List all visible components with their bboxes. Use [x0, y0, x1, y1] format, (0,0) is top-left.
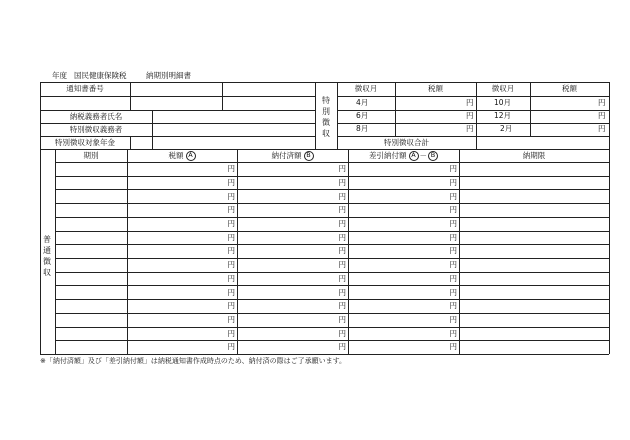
yen-right-2: 円 — [598, 124, 606, 133]
header-divider — [55, 149, 609, 150]
diff-yen-cell: 円 — [449, 191, 457, 201]
notice-number-label: 通知書番号 — [66, 84, 104, 94]
tax-yen-cell: 円 — [227, 342, 235, 352]
diff-yen-cell: 円 — [449, 301, 457, 311]
col-diff-label: 差引納付額 — [369, 150, 407, 160]
yen-left-0: 円 — [466, 98, 474, 107]
paid-yen-cell: 円 — [338, 314, 346, 324]
tax-yen-cell: 円 — [227, 260, 235, 270]
tax-yen-cell: 円 — [227, 314, 235, 324]
tax-yen-cell: 円 — [227, 328, 235, 338]
diff-yen-cell: 円 — [449, 205, 457, 215]
tax-yen-cell: 円 — [227, 246, 235, 256]
mark-a-icon: A — [186, 151, 196, 161]
paid-yen-cell: 円 — [338, 273, 346, 283]
title-tax-name: 国民健康保険税 — [74, 71, 127, 80]
col-period: 期別 — [83, 150, 99, 160]
yen-left-2: 円 — [466, 124, 474, 133]
diff-yen-cell: 円 — [449, 218, 457, 228]
tax-yen-cell: 円 — [227, 232, 235, 242]
col-tax-label: 税額 — [168, 150, 184, 160]
col-tax — [127, 149, 237, 162]
mark-b-icon: B — [304, 151, 314, 161]
diff-yen-cell: 円 — [449, 273, 457, 283]
month-left-2: 8月 — [356, 124, 369, 133]
diff-yen-cell: 円 — [449, 164, 457, 174]
diff-yen-cell: 円 — [449, 342, 457, 352]
title-detail: 納期別明細書 — [146, 71, 191, 80]
paid-yen-cell: 円 — [338, 191, 346, 201]
month-left-0: 4月 — [356, 98, 369, 107]
paid-yen-cell: 円 — [338, 218, 346, 228]
minus-sign: － — [419, 150, 427, 160]
paid-yen-cell: 円 — [338, 232, 346, 242]
diff-yen-cell: 円 — [449, 314, 457, 324]
month-right-1: 12月 — [494, 111, 512, 120]
special-total-label: 特別徴収合計 — [384, 137, 429, 147]
diff-yen-cell: 円 — [449, 177, 457, 187]
mark-a-icon-2: A — [409, 151, 419, 161]
paid-yen-cell: 円 — [338, 328, 346, 338]
col-month-left: 徴収月 — [354, 84, 378, 94]
tax-yen-cell: 円 — [227, 205, 235, 215]
col-diff — [348, 149, 459, 162]
tax-yen-cell: 円 — [227, 273, 235, 283]
title-year: 年度 — [52, 71, 67, 80]
col-month-right: 徴収月 — [491, 84, 515, 94]
col-amount-left: 税額 — [428, 84, 443, 94]
footnote: ※「納付済額」及び「差引納付額」は納税通知書作成時点のため、納付済の際はご了承願います。 — [40, 357, 347, 365]
paid-yen-cell: 円 — [338, 260, 346, 270]
diff-yen-cell: 円 — [449, 260, 457, 270]
yen-left-1: 円 — [466, 111, 474, 120]
col-amount-right: 税額 — [562, 84, 577, 94]
col-paid — [237, 149, 348, 162]
tax-yen-cell: 円 — [227, 301, 235, 311]
special-pension-label: 特別徴収対象年金 — [55, 137, 115, 147]
paid-yen-cell: 円 — [338, 246, 346, 256]
ordinary-collection-vertical-label: 普 通 徴 収 — [43, 235, 51, 277]
special-collection-vertical-label: 特 別 徴 収 — [322, 96, 330, 138]
paid-yen-cell: 円 — [338, 164, 346, 174]
tax-yen-cell: 円 — [227, 191, 235, 201]
paid-yen-cell: 円 — [338, 205, 346, 215]
paid-yen-cell: 円 — [338, 342, 346, 352]
col-due: 納期限 — [522, 150, 546, 160]
month-right-2: 2月 — [500, 124, 513, 133]
payer-name-label: 納税義務者氏名 — [69, 111, 123, 121]
diff-yen-cell: 円 — [449, 246, 457, 256]
paid-yen-cell: 円 — [338, 301, 346, 311]
yen-right-0: 円 — [598, 98, 606, 107]
tax-yen-cell: 円 — [227, 177, 235, 187]
month-right-0: 10月 — [494, 98, 512, 107]
tax-yen-cell: 円 — [227, 164, 235, 174]
diff-yen-cell: 円 — [449, 328, 457, 338]
month-left-1: 6月 — [356, 111, 369, 120]
paid-yen-cell: 円 — [338, 287, 346, 297]
yen-right-1: 円 — [598, 111, 606, 120]
special-payer-label: 特別徴収義務者 — [69, 124, 123, 134]
col-paid-label: 納付済額 — [271, 150, 302, 160]
diff-yen-cell: 円 — [449, 287, 457, 297]
paid-yen-cell: 円 — [338, 177, 346, 187]
tax-yen-cell: 円 — [227, 218, 235, 228]
mark-b-icon-2: B — [428, 151, 438, 161]
diff-yen-cell: 円 — [449, 232, 457, 242]
tax-yen-cell: 円 — [227, 287, 235, 297]
